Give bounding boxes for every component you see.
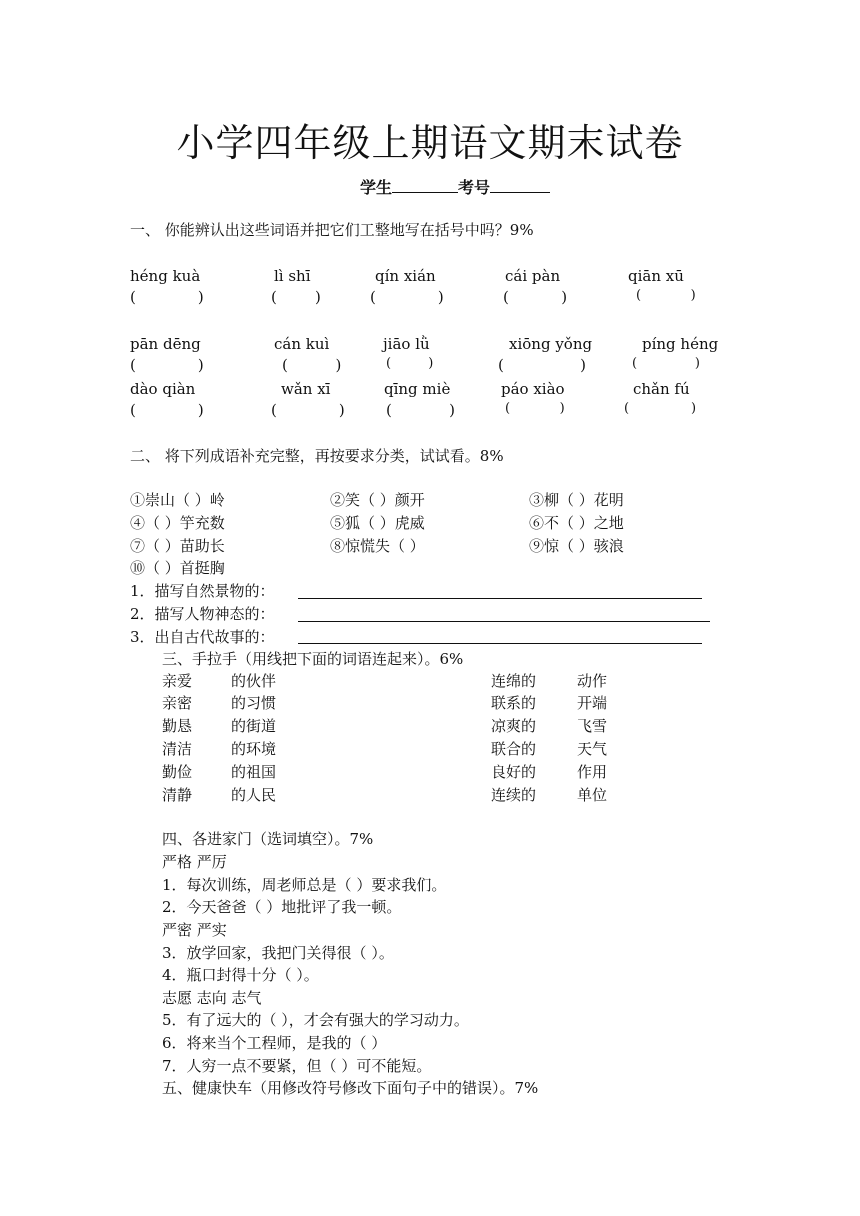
- match-word[interactable]: 动作: [577, 672, 608, 690]
- pinyin-item: lì shī: [274, 267, 311, 285]
- answer-bracket[interactable]: ( ): [130, 356, 204, 374]
- student-label: 学生: [360, 178, 393, 197]
- exam-no-blank[interactable]: [490, 176, 550, 193]
- idiom-item: ⑦（ ）苗助长: [130, 537, 225, 555]
- idiom-item: ⑨惊（ ）骇浪: [529, 537, 624, 555]
- match-word[interactable]: 作用: [577, 763, 608, 781]
- answer-bracket[interactable]: ( ): [632, 356, 700, 371]
- match-word[interactable]: 的街道: [231, 717, 277, 735]
- fill-question[interactable]: 4．瓶口封得十分（ ）。: [162, 966, 319, 984]
- idiom-item: ②笑（ ）颜开: [330, 491, 425, 509]
- pinyin-item: jiāo lǜ: [383, 335, 430, 353]
- section1-heading: 一、 你能辨认出这些词语并把它们工整地写在括号中吗？9%: [130, 221, 534, 239]
- fill-question[interactable]: 1．每次训练，周老师总是（ ）要求我们。: [162, 876, 447, 894]
- section3-heading: 三、手拉手（用线把下面的词语连起来）。6%: [162, 650, 464, 668]
- match-word[interactable]: 单位: [577, 786, 608, 804]
- fill-question[interactable]: 3．放学回家，我把门关得很（ ）。: [162, 944, 394, 962]
- match-word[interactable]: 勤恳: [162, 717, 193, 735]
- pinyin-item: píng héng: [642, 335, 719, 353]
- word-choices: 严密 严实: [162, 921, 227, 939]
- pinyin-item: héng kuà: [130, 267, 201, 285]
- match-word[interactable]: 清洁: [162, 740, 193, 758]
- fill-question[interactable]: 6．将来当个工程师，是我的（ ）: [162, 1034, 387, 1052]
- pinyin-item: cán kuì: [274, 335, 330, 353]
- answer-bracket[interactable]: ( ): [386, 356, 434, 371]
- fill-question[interactable]: 2．今天爸爸（ ）地批评了我一顿。: [162, 898, 402, 916]
- match-word[interactable]: 的祖国: [231, 763, 277, 781]
- exam-title: 小学四年级上期语文期末试卷: [176, 121, 684, 165]
- match-word[interactable]: 连绵的: [491, 672, 537, 690]
- answer-bracket[interactable]: ( ): [130, 288, 204, 306]
- answer-bracket[interactable]: ( ): [505, 401, 565, 416]
- match-word[interactable]: 良好的: [491, 763, 537, 781]
- match-word[interactable]: 亲密: [162, 694, 193, 712]
- answer-bracket[interactable]: ( ): [503, 288, 568, 306]
- match-word[interactable]: 天气: [577, 740, 608, 758]
- match-word[interactable]: 的伙伴: [231, 672, 277, 690]
- match-word[interactable]: 凉爽的: [491, 717, 537, 735]
- answer-bracket[interactable]: ( ): [370, 288, 444, 306]
- answer-line[interactable]: [298, 598, 702, 599]
- category-question: 2．描写人物神态的：: [130, 605, 275, 623]
- fill-question[interactable]: 7．人穷一点不要紧，但（ ）可不能短。: [162, 1057, 432, 1075]
- category-question: 3．出自古代故事的：: [130, 628, 275, 646]
- match-word[interactable]: 开端: [577, 694, 608, 712]
- answer-bracket[interactable]: ( ): [624, 401, 697, 416]
- idiom-item: ①崇山（ ）岭: [130, 491, 225, 509]
- pinyin-item: wǎn xī: [281, 380, 331, 398]
- idiom-item: ⑥不（ ）之地: [529, 514, 624, 532]
- pinyin-item: xiōng yǒng: [509, 335, 593, 353]
- match-word[interactable]: 亲爱: [162, 672, 193, 690]
- idiom-item: ③柳（ ）花明: [529, 491, 624, 509]
- pinyin-item: qiān xū: [628, 267, 684, 285]
- idiom-item: ④（ ）竽充数: [130, 514, 225, 532]
- pinyin-item: qín xián: [375, 267, 436, 285]
- pinyin-item: chǎn fú: [633, 380, 690, 398]
- match-word[interactable]: 勤俭: [162, 763, 193, 781]
- word-choices: 严格 严厉: [162, 853, 227, 871]
- answer-bracket[interactable]: ( ): [130, 401, 204, 419]
- answer-line[interactable]: [298, 621, 710, 622]
- match-word[interactable]: 的习惯: [231, 694, 277, 712]
- word-choices: 志愿 志向 志气: [162, 989, 262, 1007]
- match-word[interactable]: 联合的: [491, 740, 537, 758]
- fill-question[interactable]: 5．有了远大的（ ），才会有强大的学习动力。: [162, 1011, 469, 1029]
- answer-bracket[interactable]: ( ): [271, 288, 321, 306]
- pinyin-item: cái pàn: [505, 267, 561, 285]
- match-word[interactable]: 飞雪: [577, 717, 608, 735]
- idiom-item: ⑩（ ）首挺胸: [130, 559, 225, 577]
- idiom-item: ⑧惊慌失（ ）: [330, 537, 425, 555]
- match-word[interactable]: 连续的: [491, 786, 537, 804]
- match-word[interactable]: 的环境: [231, 740, 277, 758]
- match-word[interactable]: 联系的: [491, 694, 537, 712]
- pinyin-item: páo xiào: [501, 380, 565, 398]
- pinyin-item: qīng miè: [384, 380, 451, 398]
- pinyin-item: dào qiàn: [130, 380, 196, 398]
- student-blank[interactable]: [392, 176, 458, 193]
- answer-bracket[interactable]: ( ): [282, 356, 342, 374]
- match-word[interactable]: 的人民: [231, 786, 277, 804]
- section5-heading: 五、健康快车（用修改符号修改下面句子中的错误）。7%: [162, 1079, 539, 1097]
- category-question: 1．描写自然景物的：: [130, 582, 275, 600]
- answer-bracket[interactable]: ( ): [271, 401, 345, 419]
- exam-no-label: 考号: [458, 178, 491, 197]
- idiom-item: ⑤狐（ ）虎威: [330, 514, 425, 532]
- section4-heading: 四、各进家门（选词填空）。7%: [162, 830, 374, 848]
- answer-bracket[interactable]: ( ): [636, 288, 696, 303]
- section2-heading: 二、 将下列成语补充完整，再按要求分类，试试看。8%: [130, 447, 504, 465]
- answer-bracket[interactable]: ( ): [386, 401, 455, 419]
- answer-bracket[interactable]: ( ): [498, 356, 586, 374]
- answer-line[interactable]: [298, 643, 702, 644]
- student-info: [360, 175, 550, 198]
- pinyin-item: pān dēng: [130, 335, 201, 353]
- match-word[interactable]: 清静: [162, 786, 193, 804]
